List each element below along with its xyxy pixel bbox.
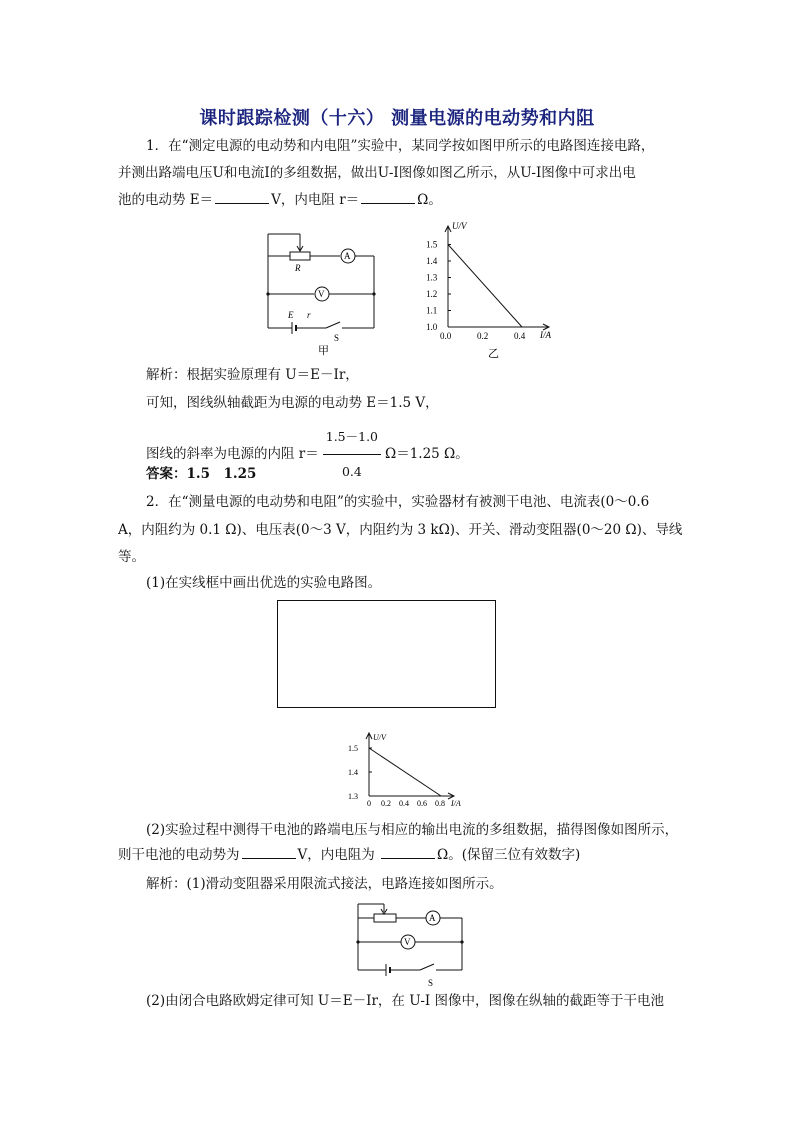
fraction-denominator: 0.4 (341, 464, 362, 479)
q1-r-prompt: V，内电阻 r＝ (271, 192, 360, 208)
q1-r-blank[interactable] (361, 191, 415, 204)
label-S: S (428, 978, 434, 988)
y-axis-label: U/V (452, 221, 467, 231)
y-tick-label: 1.0 (426, 322, 438, 332)
sol1-answer: 答案：1.5 1.25 (146, 466, 257, 482)
label-V: V (404, 937, 411, 947)
sol1-slope-text: 图线的斜率为电源的内阻 r＝ (146, 446, 319, 462)
label-E: E (288, 310, 294, 320)
drawing-box[interactable] (277, 600, 496, 708)
fig-label-yi: 乙 (488, 348, 499, 360)
label-A: A (344, 251, 351, 261)
q1-line-1: 1．在“测定电源的电动势和内电阻”实验中，某同学按如图甲所示的电路图连接电路， (146, 138, 655, 154)
q1-emf-blank[interactable] (215, 191, 269, 204)
q2-r-prompt: V，内电阻为 (297, 847, 375, 863)
x-tick-label: 0.4 (514, 331, 526, 341)
q2-emf-blank[interactable] (242, 846, 296, 859)
label-r: r (307, 310, 311, 320)
x-tick-label: 0.0 (440, 331, 452, 341)
y-axis-label: U/V (373, 733, 386, 742)
q1-unit: Ω。 (417, 192, 442, 208)
sol2-line-2: (2)由闭合电路欧姆定律可知 U＝E－Ir，在 U-I 图像中，图像在纵轴的截距等于干电池 (146, 993, 665, 1009)
slope-fraction (323, 420, 381, 489)
x-tick-label: 0.6 (417, 799, 427, 808)
q2-line-3: 等。 (118, 549, 145, 565)
x-tick-label: 0.4 (399, 799, 409, 808)
circuit-diagram-a (262, 226, 382, 356)
q1-emf-prompt: 池的电动势 E＝ (118, 192, 214, 208)
y-tick-label: 1.5 (426, 239, 438, 250)
q2-line-2: A，内阻约为 0.1 Ω)、电压表(0～3 V，内阻约为 3 kΩ)、开关、滑动变阻器(0～20 Ω)、导线 (118, 522, 683, 538)
label-R: R (295, 263, 301, 273)
x-tick-label: 0.2 (381, 799, 391, 808)
x-tick-label: 0.8 (435, 799, 445, 808)
q2-part-1: (1)在实线框中画出优选的实验电路图。 (146, 575, 382, 591)
sol1-line-2: 可知，图线纵轴截距为电源的电动势 E＝1.5 V， (146, 395, 439, 411)
fig-label-jia: 甲 (318, 345, 329, 356)
page-title: 课时跟踪检测（十六） 测量电源的电动势和内阻 (199, 108, 595, 129)
ui-graph-2 (345, 728, 480, 810)
y-tick-label: 1.5 (348, 744, 358, 753)
x-tick-label: 0.2 (477, 331, 489, 341)
label-V: V (318, 289, 325, 299)
label-S: S (334, 333, 340, 343)
y-tick-label: 1.4 (426, 256, 438, 266)
sol1-result: Ω＝1.25 Ω。 (385, 446, 469, 462)
data-line (448, 245, 522, 328)
data-line (369, 748, 441, 796)
q1-line-3 (118, 191, 442, 209)
sol1-line-1: 解析：根据实验原理有 U＝E－Ir， (146, 367, 359, 383)
x-axis-label: I/A (451, 799, 461, 808)
ui-graph-b (420, 215, 570, 360)
y-tick-label: 1.4 (348, 768, 358, 777)
y-tick-label: 1.1 (426, 305, 438, 316)
y-tick-label: 1.2 (426, 289, 438, 299)
solution-circuit-diagram (352, 898, 468, 990)
q2-r-blank[interactable] (381, 846, 435, 859)
q2-line-1: 2．在“测量电源的电动势和电阻”的实验中，实验器材有被测干电池、电流表(0～0.6 (146, 494, 650, 510)
x-axis-label: I/A (540, 330, 551, 340)
q2-part-2-line-2 (118, 846, 580, 864)
y-tick-label: 1.3 (348, 792, 358, 801)
q2-emf-prompt: 则干电池的电动势为 (118, 847, 240, 863)
x-tick-label: 0 (367, 799, 371, 808)
q1-line-2: 并测出路端电压U和电流I的多组数据，做出U-I图像如图乙所示，从U-I图像中可求出电 (118, 165, 636, 181)
fraction-numerator: 1.5－1.0 (323, 420, 381, 455)
q2-unit: Ω。(保留三位有效数字) (437, 847, 581, 863)
y-tick-label: 1.3 (426, 272, 438, 283)
q2-part-2-line-1: (2)实验过程中测得干电池的路端电压与相应的输出电流的多组数据，描得图像如图所示， (146, 822, 679, 838)
label-A: A (429, 913, 436, 923)
sol2-line-1: 解析：(1)滑动变阻器采用限流式接法，电路连接如图所示。 (146, 876, 503, 892)
